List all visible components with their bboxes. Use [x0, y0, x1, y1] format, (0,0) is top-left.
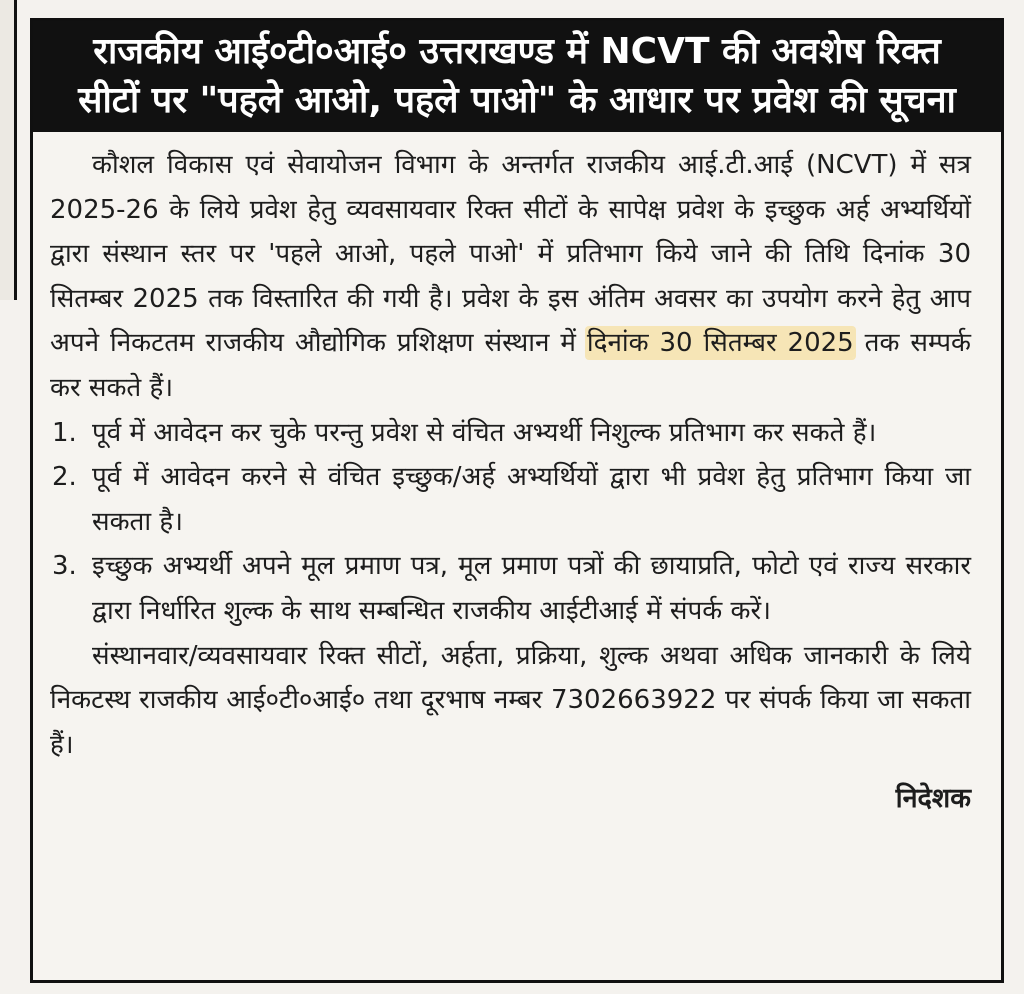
notice-header	[33, 21, 1001, 132]
list-text: इच्छुक अभ्यर्थी अपने मूल प्रमाण पत्र, मूल प्रमाण पत्रों की छायाप्रति, फोटो एवं राज्य सरकार द्वारा निर्धारित शुल्क के साथ सम्बन्धित राजकीय आईटीआई में संपर्क करें।	[92, 551, 971, 626]
list-number: 2.	[52, 462, 77, 493]
admission-notice	[30, 18, 1004, 983]
list-text: पूर्व में आवेदन कर चुके परन्तु प्रवेश से वंचित अभ्यर्थी निशुल्क प्रतिभाग कर सकते हैं।	[92, 417, 877, 448]
intro-text: कौशल विकास एवं सेवायोजन विभाग के अन्तर्गत राजकीय आई.टी.आई (NCVT) में सत्र 2025-26 के लिये प्रवेश हेतु व्यवसायवार रिक्त सीटों के सापेक्ष प्रवेश के इच्छुक अर्ह अभ्यर्थियों द्वारा संस्थान स्तर पर 'पहले आओ, पहले पाओ' में प्रतिभाग किये जाने की तिथि दिनांक 30 सितम्बर 2025 तक विस्तारित की गयी है। प्रवेश के इस अंतिम अवसर का उपयोग करने हेतु आप अपने निकटतम राजकीय औद्योगिक प्रशिक्षण संस्थान में	[50, 150, 971, 359]
list-number: 3.	[52, 551, 77, 582]
intro-paragraph	[50, 143, 971, 411]
list-item	[50, 455, 971, 544]
list-item	[50, 411, 971, 456]
contact-suffix: पर संपर्क किया जा सकता हैं।	[50, 685, 972, 760]
adjacent-column-edge	[0, 0, 17, 300]
contact-text: संस्थानवार/व्यवसायवार रिक्त सीटों, अर्हता, प्रक्रिया, शुल्क अथवा अधिक जानकारी के लिये निकटस्थ राजकीय आई०टी०आई० तथा दूरभाष नम्बर	[50, 640, 971, 716]
notice-title-line-1: राजकीय आई०टी०आई० उत्तराखण्ड में NCVT की अवशेष रिक्त	[93, 31, 941, 72]
notice-title-line-2: सीटों पर "पहले आओ, पहले पाओ" के आधार पर प्रवेश की सूचना	[78, 80, 956, 121]
intro-ending: तक सम्पर्क कर सकते हैं।	[50, 328, 972, 403]
contact-paragraph	[50, 634, 971, 768]
list-item	[50, 544, 971, 633]
phone-number: 7302663922	[550, 685, 717, 716]
list-number: 1.	[52, 417, 77, 448]
eligibility-points	[50, 411, 971, 634]
notice-body	[33, 132, 1001, 822]
list-text: पूर्व में आवेदन करने से वंचित इच्छुक/अर्ह अभ्यर्थियों द्वारा भी प्रवेश हेतु प्रतिभाग किया जा सकता है।	[92, 462, 971, 537]
signature: निदेशक	[895, 783, 971, 815]
highlighted-deadline: दिनांक 30 सितम्बर 2025	[586, 328, 854, 359]
